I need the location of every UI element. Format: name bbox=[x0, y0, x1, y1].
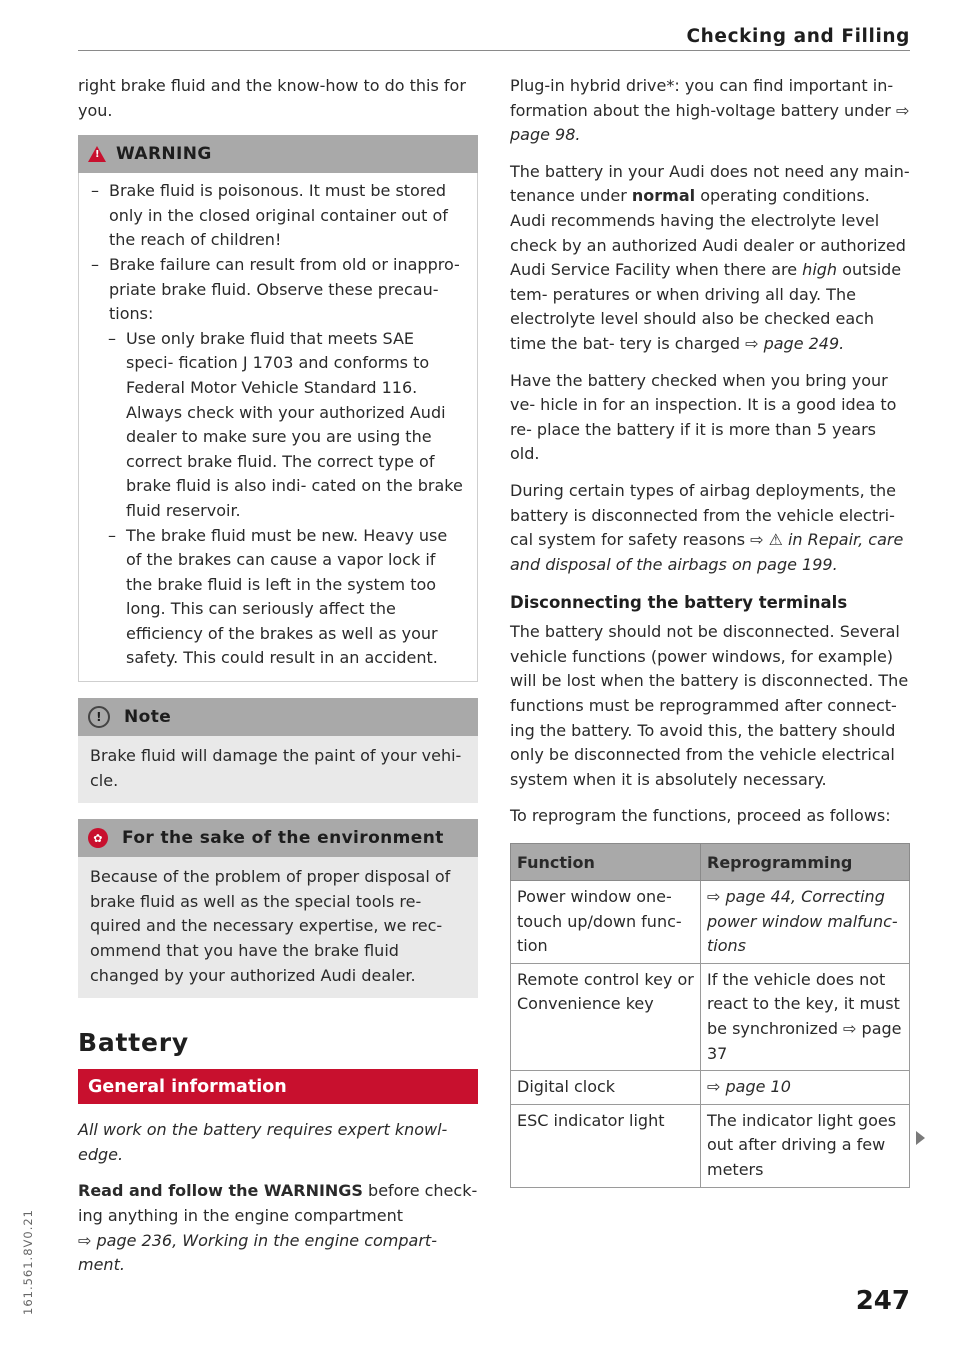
page-number: 247 bbox=[855, 1286, 910, 1316]
table-row bbox=[511, 1071, 910, 1105]
environment-header bbox=[78, 819, 478, 857]
note-text: Brake fluid will damage the paint of your vehi- cle. bbox=[90, 746, 462, 790]
general-info-heading: General information bbox=[78, 1069, 478, 1104]
table-cell: The indicator light goes out after driving a few meters bbox=[701, 1104, 910, 1187]
hybrid-paragraph bbox=[510, 74, 910, 148]
table-cell: ESC indicator light bbox=[511, 1104, 701, 1187]
disconnect-heading: Disconnecting the battery terminals bbox=[510, 593, 848, 613]
maintenance-italic: high bbox=[802, 260, 838, 280]
airbag-paragraph bbox=[510, 479, 910, 577]
environment-box bbox=[78, 819, 478, 998]
table-header-function: Function bbox=[511, 844, 701, 881]
inspection-paragraph: Have the battery checked when you bring your ve- hicle in for an inspection. It is a good idea to re- place the battery if it is more than 5 years old. bbox=[510, 370, 897, 464]
warning-triangle-icon bbox=[88, 146, 106, 162]
read-follow-bold: Read and follow the WARNINGS bbox=[78, 1181, 363, 1201]
maintenance-text-b: operating conditions. Audi recommends having the electrolyte level check by an authorized Audi dealer or authorized Audi Service Facility when there are bbox=[510, 186, 906, 280]
environment-text: Because of the problem of proper disposal of brake fluid as well as the special tools re- quired and the necessary expertise, we rec- ommend that you have the brake fluid changed by your authorized Audi dealer. bbox=[90, 867, 451, 985]
table-row bbox=[511, 963, 910, 1070]
read-follow-paragraph bbox=[78, 1179, 478, 1228]
warning-item-1: – Brake fluid is poisonous. It must be stored only in the closed original container out of the reach of children! bbox=[91, 179, 465, 253]
table-header-reprogramming: Reprogramming bbox=[701, 844, 910, 881]
reprogram-table bbox=[510, 843, 910, 1188]
warning-item-2: – Brake failure can result from old or inappro- priate brake fluid. Observe these precau- tions: bbox=[91, 253, 465, 327]
note-label: Note bbox=[124, 707, 172, 728]
reprogram-intro: To reprogram the functions, proceed as follows: bbox=[510, 806, 891, 826]
warning-header bbox=[78, 135, 478, 173]
read-follow-rest: before check- ing anything in the engine compartment bbox=[78, 1181, 478, 1225]
airbag-text: During certain types of airbag deployments, the battery is disconnected from the vehicle electri- cal system for safety reasons bbox=[510, 480, 897, 550]
page-98-link[interactable]: ⇨ page 98. bbox=[510, 100, 910, 145]
disconnect-paragraph: The battery should not be disconnected. Several vehicle functions (power windows, for example) will be lost when the battery is disconnected. The functions must be reprogrammed after connect- ing the battery. To avoid this, the battery should only be disconnected from the vehicle electrical system when it is absolutely necessary. bbox=[510, 622, 909, 789]
table-cell: Power window one- touch up/down func- tion bbox=[511, 881, 701, 964]
warning-body bbox=[78, 173, 478, 682]
warning-box bbox=[78, 135, 478, 682]
intro-text: right brake fluid and the know-how to do this for you. bbox=[78, 76, 466, 120]
airbag-link[interactable]: ⇨ ⚠ in Repair, care and disposal of the airbags on page 199. bbox=[510, 530, 904, 574]
right-column bbox=[510, 74, 910, 1188]
leaf-icon: ✿ bbox=[88, 828, 108, 848]
environment-body bbox=[78, 857, 478, 998]
table-cell: Digital clock bbox=[511, 1071, 701, 1105]
document-code: 161.561.8V0.21 bbox=[21, 1209, 35, 1315]
environment-label: For the sake of the environment bbox=[122, 828, 444, 849]
header-rule bbox=[78, 50, 910, 51]
battery-heading: Battery bbox=[78, 1028, 190, 1058]
warning-subitem-1: – Use only brake fluid that meets SAE speci- fication J 1703 and conforms to Federal Motor Vehicle Standard 116. Always check with your authorized Audi dealer to make sure you are using the correct brake fluid. The correct type of brake fluid is also indi- cated on the brake fluid reservoir. bbox=[91, 327, 465, 524]
hybrid-text: Plug-in hybrid drive*: you can find important in- formation about the high-voltage battery under bbox=[510, 76, 896, 120]
table-cell: If the vehicle does not react to the key, it must be synchronized ⇨ page 37 bbox=[701, 963, 910, 1070]
maintenance-bold: normal bbox=[631, 186, 696, 206]
section-title: Checking and Filling bbox=[686, 26, 910, 47]
table-row bbox=[511, 1104, 910, 1187]
table-row bbox=[511, 881, 910, 964]
note-icon: ! bbox=[88, 706, 110, 728]
note-box bbox=[78, 698, 478, 803]
page-249-link[interactable]: ⇨ page 249. bbox=[745, 333, 845, 353]
table-cell: Remote control key or Convenience key bbox=[511, 963, 701, 1070]
warning-subitem-2: – The brake fluid must be new. Heavy use of the brakes can cause a vapor lock if the brake fluid is left in the system too long. This can seriously affect the efficiency of the brakes as well as your safety. This could result in an accident. bbox=[91, 524, 465, 672]
continue-arrow-icon bbox=[916, 1131, 925, 1145]
left-column bbox=[78, 74, 478, 1278]
maintenance-paragraph bbox=[510, 160, 910, 357]
note-body bbox=[78, 736, 478, 803]
battery-intro: All work on the battery requires expert knowl- edge. bbox=[78, 1120, 448, 1164]
maintenance-text-c: outside tem- peratures or when driving all day. The electrolyte level should also be checked each time the bat- tery is charged bbox=[510, 260, 902, 353]
table-header-row bbox=[511, 844, 910, 881]
engine-compartment-link[interactable]: ⇨ page 236, Working in the engine compart- ment. bbox=[78, 1230, 437, 1275]
warning-label: WARNING bbox=[116, 144, 212, 165]
table-cell-link[interactable]: ⇨ page 44, Correcting power window malfunc- tions bbox=[701, 881, 910, 964]
note-header bbox=[78, 698, 478, 736]
table-cell-link[interactable]: ⇨ page 10 bbox=[701, 1071, 910, 1105]
maintenance-text-a: The battery in your Audi does not need any main- tenance under bbox=[510, 161, 910, 206]
